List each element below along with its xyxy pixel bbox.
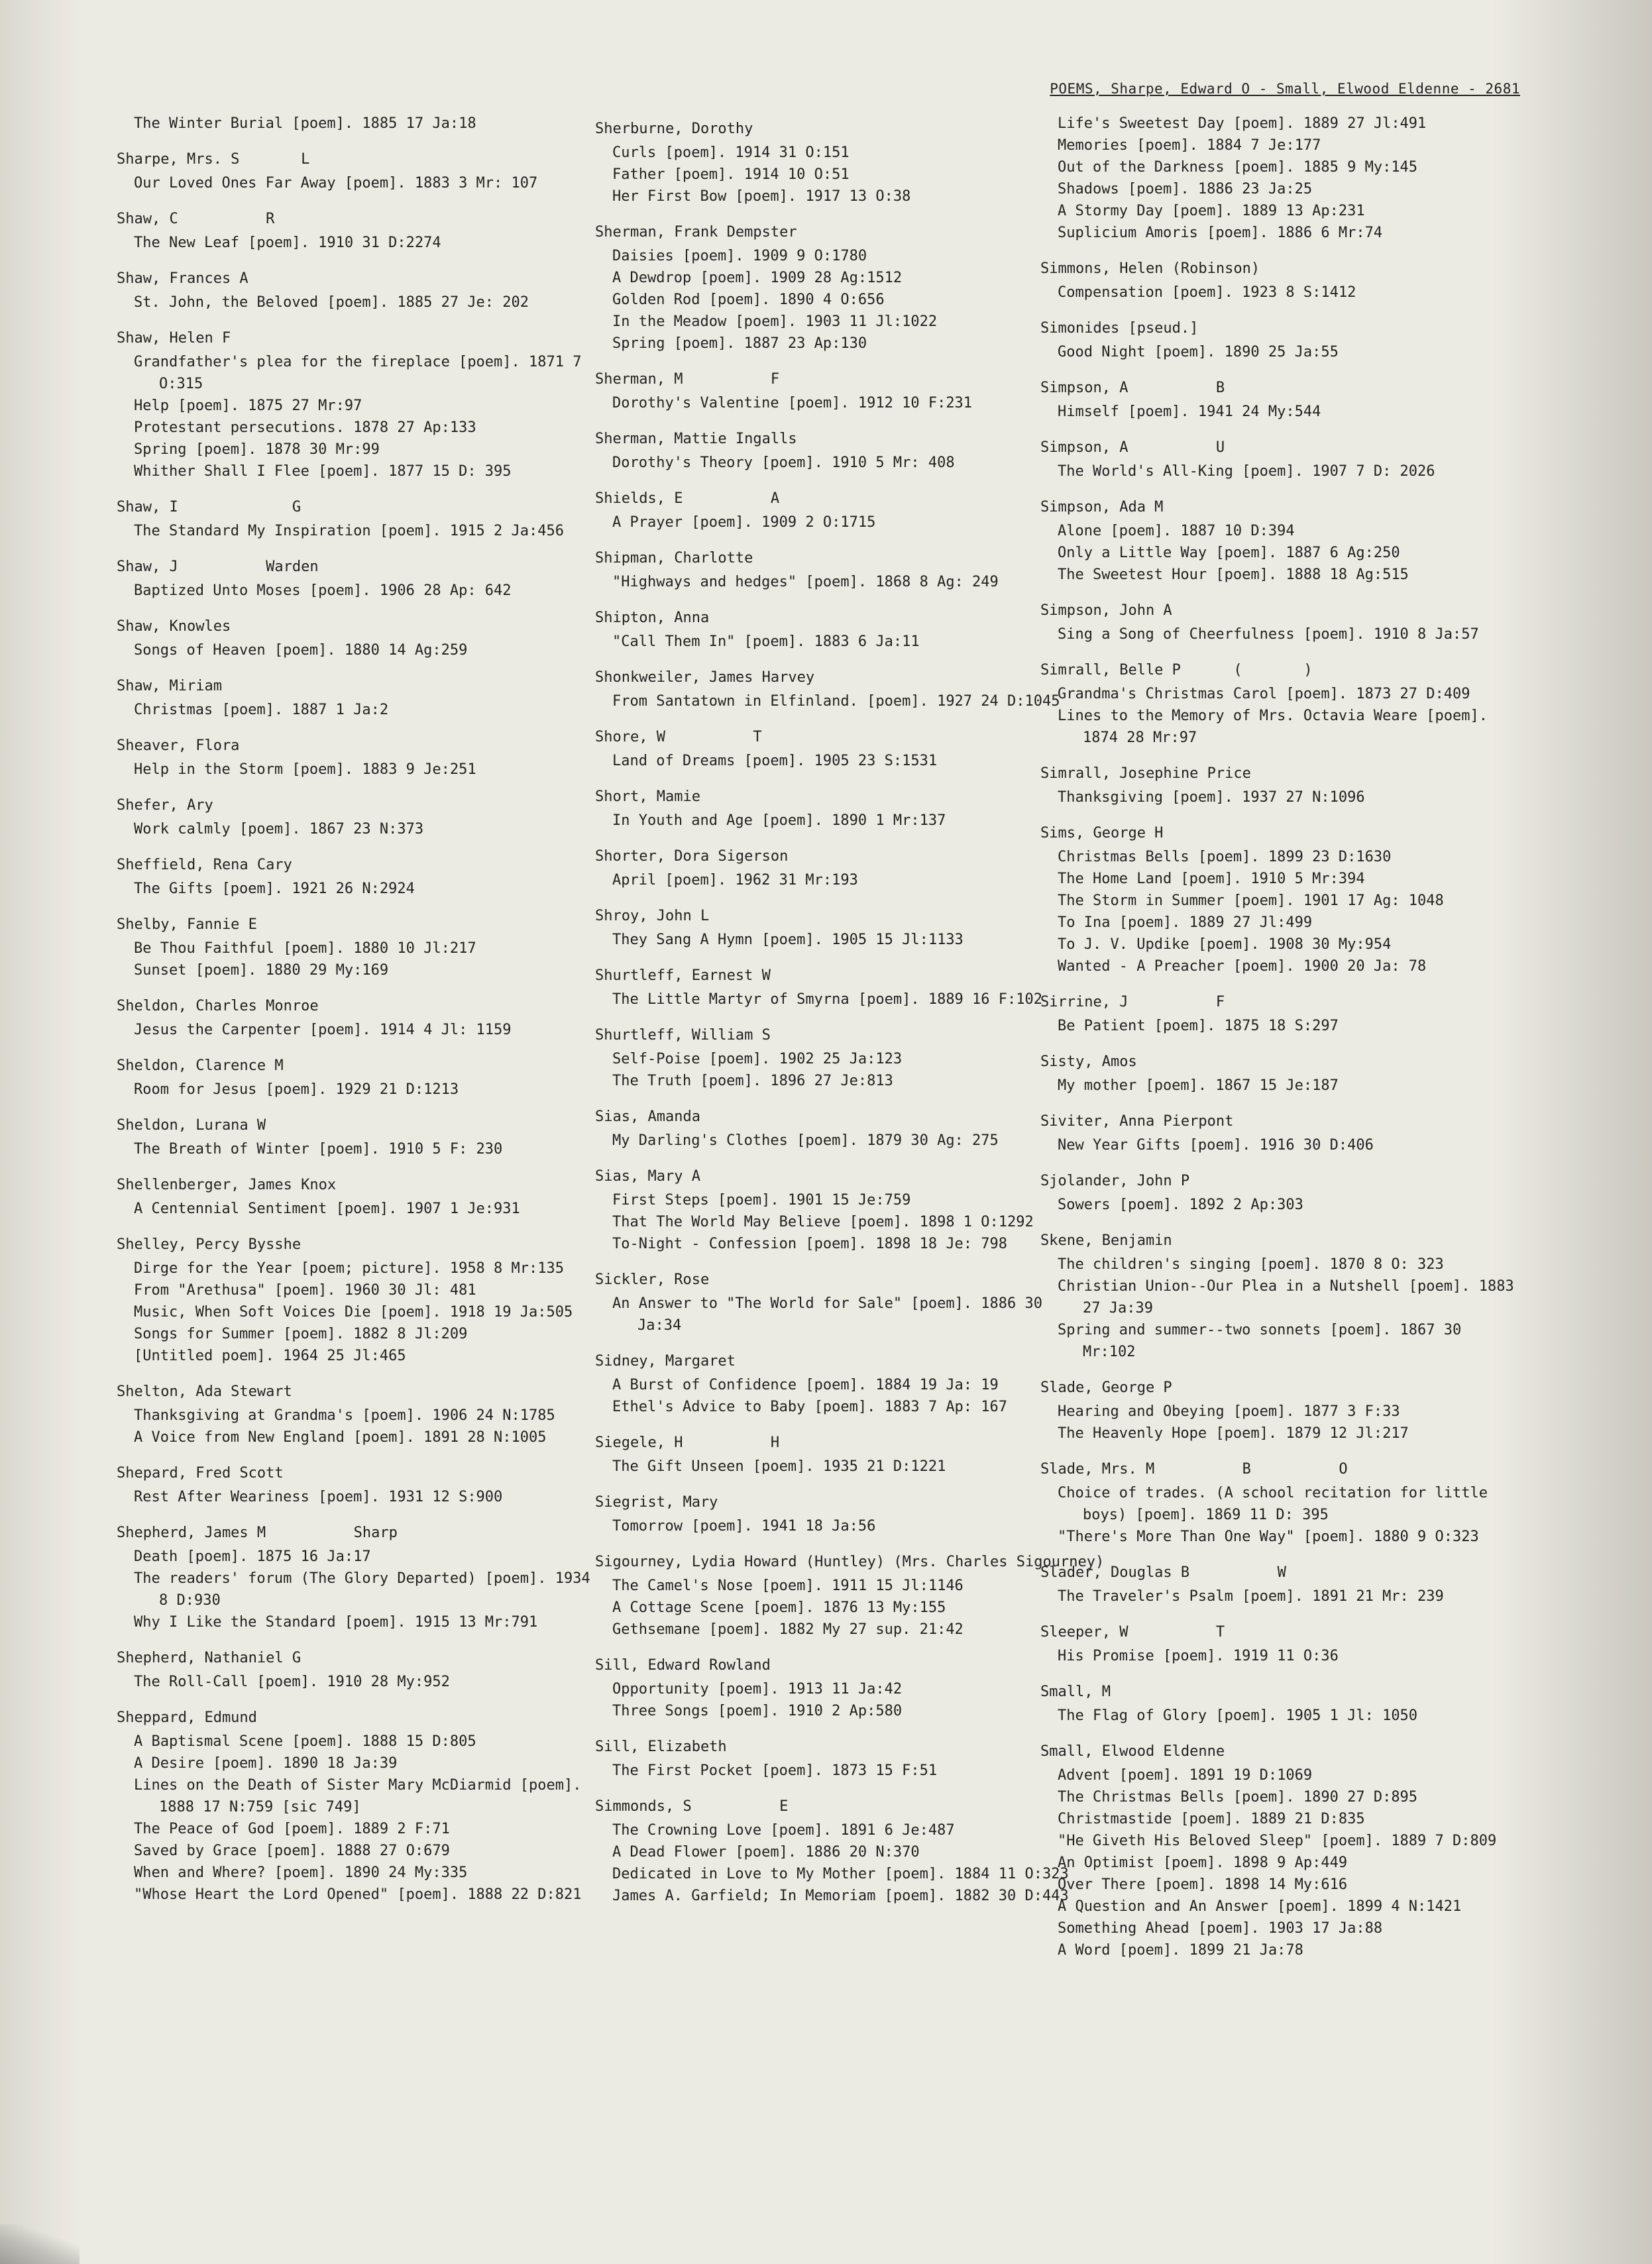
work-citation: Something Ahead [poem]. 1903 17 Ja:88 xyxy=(1058,1920,1383,1937)
index-entry xyxy=(117,1174,594,1220)
work-citation: Protestant persecutions. 1878 27 Ap:133 xyxy=(134,419,476,436)
work-citation: An Optimist [poem]. 1898 9 Ap:449 xyxy=(1058,1855,1348,1871)
index-entry xyxy=(1040,496,1517,586)
author-heading: Sharpe, Mrs. S L xyxy=(117,151,310,168)
index-entry xyxy=(1040,1741,1517,1961)
index-entry xyxy=(117,1647,594,1693)
index-entry xyxy=(595,607,1072,653)
work-citation: Whither Shall I Flee [poem]. 1877 15 D: 395 xyxy=(134,463,512,480)
index-entry xyxy=(117,794,594,840)
work-citation: Alone [poem]. 1887 10 D:394 xyxy=(1058,523,1295,539)
work-citation: To J. V. Updike [poem]. 1908 30 My:954 xyxy=(1058,936,1392,953)
author-heading: Sheffield, Rena Cary xyxy=(117,857,292,873)
author-heading: Slader, Douglas B W xyxy=(1040,1564,1286,1581)
work-citation: The Christmas Bells [poem]. 1890 27 D:895 xyxy=(1058,1789,1418,1806)
author-heading: Sheppard, Edmund xyxy=(117,1709,257,1726)
index-entry xyxy=(595,1165,1072,1255)
author-heading: Simpson, A B xyxy=(1040,380,1225,396)
index-entry xyxy=(1040,1051,1517,1097)
author-heading: Sheldon, Charles Monroe xyxy=(117,998,319,1014)
work-citation: Daisies [poem]. 1909 9 O:1780 xyxy=(612,248,867,264)
work-citation: Jesus the Carpenter [poem]. 1914 4 Jl: 1159 xyxy=(134,1022,512,1038)
work-citation: Only a Little Way [poem]. 1887 6 Ag:250 xyxy=(1058,545,1400,561)
author-heading: Simrall, Josephine Price xyxy=(1040,765,1251,782)
index-entry xyxy=(1040,1458,1517,1548)
author-heading: Shonkweiler, James Harvey xyxy=(595,669,815,686)
work-citation: Good Night [poem]. 1890 25 Ja:55 xyxy=(1058,344,1339,360)
author-heading: Simrall, Belle P ( ) xyxy=(1040,662,1313,678)
work-citation: Himself [poem]. 1941 24 My:544 xyxy=(1058,404,1321,420)
author-heading: Shaw, Knowles xyxy=(117,618,231,635)
index-entry xyxy=(595,1654,1072,1722)
work-citation: Wanted - A Preacher [poem]. 1900 20 Ja: 78 xyxy=(1058,958,1427,975)
index-entry xyxy=(117,1381,594,1448)
author-heading: Sheaver, Flora xyxy=(117,737,240,754)
index-entry xyxy=(1040,1621,1517,1667)
work-citation: James A. Garfield; In Memoriam [poem]. 1882 30 D:443 xyxy=(612,1888,1069,1904)
work-citation: Grandma's Christmas Carol [poem]. 1873 27 D:409 xyxy=(1058,686,1470,702)
author-heading: Shurtleff, William S xyxy=(595,1027,771,1044)
work-citation: The Standard My Inspiration [poem]. 1915 2 Ja:456 xyxy=(134,523,565,539)
work-citation: Tomorrow [poem]. 1941 18 Ja:56 xyxy=(612,1518,876,1535)
work-citation: New Year Gifts [poem]. 1916 30 D:406 xyxy=(1058,1137,1374,1154)
index-entry xyxy=(1040,1230,1517,1363)
work-citation: Thanksgiving [poem]. 1937 27 N:1096 xyxy=(1058,789,1365,806)
work-citation: Spring [poem]. 1878 30 Mr:99 xyxy=(134,441,380,458)
author-heading: Shore, W T xyxy=(595,729,762,745)
index-entry xyxy=(117,854,594,900)
work-citation: A Voice from New England [poem]. 1891 28 N:1005 xyxy=(134,1429,547,1446)
work-citation: That The World May Believe [poem]. 1898 1 O:1292 xyxy=(612,1214,1034,1230)
author-heading: Shaw, Frances A xyxy=(117,270,248,287)
index-entry xyxy=(117,675,594,721)
work-citation: First Steps [poem]. 1901 15 Je:759 xyxy=(612,1192,911,1209)
work-citation: "Whose Heart the Lord Opened" [poem]. 1888 22 D:821 xyxy=(134,1886,582,1903)
author-heading: Small, M xyxy=(1040,1684,1111,1700)
work-citation: The Truth [poem]. 1896 27 Je:813 xyxy=(612,1073,893,1089)
work-citation: "He Giveth His Beloved Sleep" [poem]. 1889 7 D:809 xyxy=(1058,1833,1497,1849)
author-heading: Sjolander, John P xyxy=(1040,1173,1190,1189)
work-citation: Compensation [poem]. 1923 8 S:1412 xyxy=(1058,284,1356,301)
work-citation: Christmastide [poem]. 1889 21 D:835 xyxy=(1058,1811,1365,1827)
work-citation: A Prayer [poem]. 1909 2 O:1715 xyxy=(612,514,876,531)
work-citation: Shadows [poem]. 1886 23 Ja:25 xyxy=(1058,181,1313,197)
work-citation: Rest After Weariness [poem]. 1931 12 S:900 xyxy=(134,1489,503,1505)
index-entry xyxy=(117,148,594,194)
index-entry xyxy=(117,268,594,313)
author-heading: Sidney, Margaret xyxy=(595,1353,736,1370)
work-citation: In Youth and Age [poem]. 1890 1 Mr:137 xyxy=(612,812,946,829)
author-heading: Shepherd, James M Sharp xyxy=(117,1525,398,1541)
index-entry xyxy=(117,1114,594,1160)
index-entry xyxy=(595,368,1072,414)
author-heading: Shroy, John L xyxy=(595,908,710,924)
work-citation: The Traveler's Psalm [poem]. 1891 21 Mr: 239 xyxy=(1058,1588,1444,1605)
work-citation: Hearing and Obeying [poem]. 1877 3 F:33 xyxy=(1058,1403,1400,1420)
work-citation: Saved by Grace [poem]. 1888 27 O:679 xyxy=(134,1843,450,1859)
work-citation: Grandfather's plea for the fireplace [poem]. 1871 7 O:315 xyxy=(134,354,582,392)
work-citation: A Baptismal Scene [poem]. 1888 15 D:805 xyxy=(134,1733,476,1750)
author-heading: Shaw, C R xyxy=(117,211,275,227)
author-heading: Simmonds, S E xyxy=(595,1798,789,1815)
work-citation: A Desire [poem]. 1890 18 Ja:39 xyxy=(134,1755,398,1772)
author-heading: Slade, George P xyxy=(1040,1379,1172,1396)
author-heading: Sias, Amanda xyxy=(595,1108,700,1125)
author-heading: Sherburne, Dorothy xyxy=(595,121,753,137)
work-citation: Advent [poem]. 1891 19 D:1069 xyxy=(1058,1767,1313,1784)
index-entry xyxy=(117,496,594,542)
work-citation: Out of the Darkness [poem]. 1885 9 My:145 xyxy=(1058,159,1418,176)
work-citation: An Answer to "The World for Sale" [poem]. 1886 30 Ja:34 xyxy=(612,1295,1043,1334)
author-heading: Shelton, Ada Stewart xyxy=(117,1383,292,1400)
index-entry xyxy=(595,1432,1072,1478)
index-entry xyxy=(595,786,1072,832)
index-entry xyxy=(117,327,594,482)
work-citation: Dirge for the Year [poem; picture]. 1958 8 Mr:135 xyxy=(134,1260,565,1277)
index-entry xyxy=(1040,763,1517,808)
work-citation: Ethel's Advice to Baby [poem]. 1883 7 Ap: 167 xyxy=(612,1399,1008,1415)
work-citation: The Peace of God [poem]. 1889 2 F:71 xyxy=(134,1821,450,1837)
work-citation: Her First Bow [poem]. 1917 13 O:38 xyxy=(612,188,911,205)
author-heading: Shields, E A xyxy=(595,490,780,507)
index-entry xyxy=(117,735,594,781)
work-citation: Father [poem]. 1914 10 O:51 xyxy=(612,166,850,183)
work-citation: Sunset [poem]. 1880 29 My:169 xyxy=(134,962,389,979)
author-heading: Siviter, Anna Pierpont xyxy=(1040,1113,1234,1130)
index-entry xyxy=(117,1462,594,1508)
work-citation: Christmas Bells [poem]. 1899 23 D:1630 xyxy=(1058,849,1392,865)
author-heading: Siegrist, Mary xyxy=(595,1494,718,1511)
work-citation: Dorothy's Theory [poem]. 1910 5 Mr: 408 xyxy=(612,455,955,471)
index-column-1 xyxy=(117,115,594,1919)
work-citation: Dedicated in Love to My Mother [poem]. 1884 11 O:323 xyxy=(612,1866,1069,1882)
work-citation: Suplicium Amoris [poem]. 1886 6 Mr:74 xyxy=(1058,225,1383,241)
index-entry xyxy=(117,1055,594,1101)
work-citation: My mother [poem]. 1867 15 Je:187 xyxy=(1058,1077,1339,1094)
work-citation: My Darling's Clothes [poem]. 1879 30 Ag: 275 xyxy=(612,1132,999,1149)
work-citation: The Breath of Winter [poem]. 1910 5 F: 230 xyxy=(134,1141,503,1158)
work-citation: Golden Rod [poem]. 1890 4 O:656 xyxy=(612,292,885,308)
index-entry xyxy=(1040,991,1517,1037)
work-citation: The Camel's Nose [poem]. 1911 15 Jl:1146 xyxy=(612,1578,964,1594)
work-citation: The Little Martyr of Smyrna [poem]. 1889 16 F:102 xyxy=(612,991,1043,1008)
work-citation: Be Thou Faithful [poem]. 1880 10 Jl:217 xyxy=(134,940,476,957)
index-entry xyxy=(117,208,594,254)
work-citation: The New Leaf [poem]. 1910 31 D:2274 xyxy=(134,235,441,251)
work-citation: St. John, the Beloved [poem]. 1885 27 Je: 202 xyxy=(134,294,529,311)
work-citation: The children's singing [poem]. 1870 8 O: 323 xyxy=(1058,1256,1444,1273)
author-heading: Simpson, A U xyxy=(1040,439,1225,456)
work-citation: The readers' forum (The Glory Departed) [poem]. 1934 8 D:930 xyxy=(134,1570,590,1609)
author-heading: Skene, Benjamin xyxy=(1040,1232,1172,1249)
work-citation: Land of Dreams [poem]. 1905 23 S:1531 xyxy=(612,753,938,769)
work-citation: Choice of trades. (A school recitation for little boys) [poem]. 1869 11 D: 395 xyxy=(1058,1485,1488,1523)
index-entry xyxy=(595,845,1072,891)
work-citation: April [poem]. 1962 31 Mr:193 xyxy=(612,872,858,889)
work-citation: A Burst of Confidence [poem]. 1884 19 Ja: 19 xyxy=(612,1377,999,1393)
author-heading: Sleeper, W T xyxy=(1040,1624,1225,1641)
index-entry xyxy=(595,726,1072,772)
work-citation: The Home Land [poem]. 1910 5 Mr:394 xyxy=(1058,871,1365,887)
work-citation: Why I Like the Standard [poem]. 1915 13 Mr:791 xyxy=(134,1614,538,1631)
author-heading: Shorter, Dora Sigerson xyxy=(595,848,789,865)
index-entry xyxy=(595,905,1072,951)
author-heading: Sill, Edward Rowland xyxy=(595,1657,771,1674)
work-citation: The Heavenly Hope [poem]. 1879 12 Jl:217 xyxy=(1058,1425,1409,1442)
work-citation: Songs of Heaven [poem]. 1880 14 Ag:259 xyxy=(134,642,468,659)
index-entry xyxy=(595,1024,1072,1092)
author-heading: Slade, Mrs. M B O xyxy=(1040,1461,1348,1478)
work-citation: Room for Jesus [poem]. 1929 21 D:1213 xyxy=(134,1081,459,1098)
work-citation: A Centennial Sentiment [poem]. 1907 1 Je:931 xyxy=(134,1201,520,1217)
author-heading: Sill, Elizabeth xyxy=(595,1739,727,1755)
author-heading: Shurtleff, Earnest W xyxy=(595,967,771,984)
index-column-3 xyxy=(1040,115,1517,1975)
work-citation: From "Arethusa" [poem]. 1960 30 Jl: 481 xyxy=(134,1282,476,1299)
index-entry xyxy=(1040,1681,1517,1727)
work-citation: His Promise [poem]. 1919 11 O:36 xyxy=(1058,1648,1339,1664)
index-entry xyxy=(595,1551,1105,1641)
work-citation: Opportunity [poem]. 1913 11 Ja:42 xyxy=(612,1681,903,1698)
author-heading: Sherman, Frank Dempster xyxy=(595,224,797,241)
author-heading: Shelby, Fannie E xyxy=(117,916,257,933)
index-entry xyxy=(1040,1377,1517,1444)
work-citation: A Word [poem]. 1899 21 Ja:78 xyxy=(1058,1942,1303,1959)
work-citation: Sowers [poem]. 1892 2 Ap:303 xyxy=(1058,1197,1303,1213)
work-citation: Spring and summer--two sonnets [poem]. 1867 30 Mr:102 xyxy=(1058,1322,1462,1360)
index-entry xyxy=(117,995,594,1041)
index-entry xyxy=(595,1269,1072,1336)
work-citation: Christmas [poem]. 1887 1 Ja:2 xyxy=(134,702,389,718)
index-entry xyxy=(117,616,594,661)
index-entry xyxy=(117,1522,594,1633)
author-heading: Simmons, Helen (Robinson) xyxy=(1040,260,1260,277)
author-heading: Simpson, John A xyxy=(1040,602,1172,619)
work-citation: Spring [poem]. 1887 23 Ap:130 xyxy=(612,335,867,352)
work-citation: Work calmly [poem]. 1867 23 N:373 xyxy=(134,821,424,837)
author-heading: Shaw, I G xyxy=(117,499,302,515)
work-citation: The First Pocket [poem]. 1873 15 F:51 xyxy=(612,1762,938,1779)
index-entry xyxy=(1040,437,1517,482)
work-citation: Thanksgiving at Grandma's [poem]. 1906 24 N:1785 xyxy=(134,1407,555,1424)
index-entry xyxy=(1040,822,1517,977)
work-citation: The Roll-Call [poem]. 1910 28 My:952 xyxy=(134,1674,450,1690)
work-citation: Sing a Song of Cheerfulness [poem]. 1910 8 Ja:57 xyxy=(1058,626,1479,643)
author-heading: Sigourney, Lydia Howard (Huntley) (Mrs. Charles Sigourney) xyxy=(595,1554,1105,1570)
work-citation: The Storm in Summer [poem]. 1901 17 Ag: 1048 xyxy=(1058,892,1444,909)
index-entry xyxy=(1040,1170,1517,1216)
work-citation: [Untitled poem]. 1964 25 Jl:465 xyxy=(134,1348,406,1364)
index-entry xyxy=(1040,1562,1517,1607)
index-entry xyxy=(595,428,1072,474)
index-entry xyxy=(595,667,1072,712)
work-citation: Three Songs [poem]. 1910 2 Ap:580 xyxy=(612,1703,903,1719)
index-entry xyxy=(117,1234,594,1367)
index-entry xyxy=(1040,659,1517,749)
author-heading: Shellenberger, James Knox xyxy=(117,1177,337,1193)
index-entry xyxy=(1040,113,1517,244)
index-entry xyxy=(117,1707,594,1906)
author-heading: Sheldon, Clarence M xyxy=(117,1057,284,1074)
work-citation: The World's All-King [poem]. 1907 7 D: 2026 xyxy=(1058,463,1435,480)
work-citation: In the Meadow [poem]. 1903 11 Jl:1022 xyxy=(612,313,938,330)
work-citation: When and Where? [poem]. 1890 24 My:335 xyxy=(134,1864,468,1881)
work-citation: Our Loved Ones Far Away [poem]. 1883 3 Mr: 107 xyxy=(134,175,538,191)
author-heading: Simonides [pseud.] xyxy=(1040,320,1199,337)
author-heading: Shipton, Anna xyxy=(595,610,710,626)
running-head: POEMS, Sharpe, Edward O - Small, Elwood Eldenne - 2681 xyxy=(1050,81,1520,97)
index-entry xyxy=(595,1796,1072,1907)
work-citation: "There's More Than One Way" [poem]. 1880 9 O:323 xyxy=(1058,1529,1479,1545)
work-citation: The Winter Burial [poem]. 1885 17 Ja:18 xyxy=(134,115,476,132)
work-citation: Be Patient [poem]. 1875 18 S:297 xyxy=(1058,1018,1339,1034)
work-citation: The Gifts [poem]. 1921 26 N:2924 xyxy=(134,881,415,897)
scan-artifact xyxy=(0,2224,80,2264)
author-heading: Shaw, J Warden xyxy=(117,559,319,575)
author-heading: Sims, George H xyxy=(1040,825,1164,841)
work-citation: Self-Poise [poem]. 1902 25 Ja:123 xyxy=(612,1051,903,1067)
work-citation: "Highways and hedges" [poem]. 1868 8 Ag: 249 xyxy=(612,574,999,590)
work-citation: They Sang A Hymn [poem]. 1905 15 Jl:1133 xyxy=(612,932,964,948)
author-heading: Sheldon, Lurana W xyxy=(117,1117,266,1134)
work-citation: A Cottage Scene [poem]. 1876 13 My:155 xyxy=(612,1599,946,1616)
author-heading: Shaw, Helen F xyxy=(117,330,231,347)
work-citation: Memories [poem]. 1884 7 Je:177 xyxy=(1058,137,1321,154)
index-entry xyxy=(117,556,594,602)
work-citation: Death [poem]. 1875 16 Ja:17 xyxy=(134,1548,371,1565)
author-heading: Small, Elwood Eldenne xyxy=(1040,1743,1225,1760)
work-citation: The Flag of Glory [poem]. 1905 1 Jl: 1050 xyxy=(1058,1707,1418,1724)
work-citation: Dorothy's Valentine [poem]. 1912 10 F:231 xyxy=(612,395,973,411)
work-citation: Life's Sweetest Day [poem]. 1889 27 Jl:491 xyxy=(1058,115,1427,132)
author-heading: Sias, Mary A xyxy=(595,1168,700,1185)
author-heading: Shepherd, Nathaniel G xyxy=(117,1650,302,1666)
index-entry xyxy=(595,221,1072,354)
work-citation: "Call Them In" [poem]. 1883 6 Ja:11 xyxy=(612,633,920,650)
author-heading: Shepard, Fred Scott xyxy=(117,1465,284,1482)
author-heading: Siegele, H H xyxy=(595,1434,780,1451)
index-entry xyxy=(595,488,1072,533)
index-entry xyxy=(1040,377,1517,423)
index-entry xyxy=(117,914,594,981)
work-citation: To Ina [poem]. 1889 27 Jl:499 xyxy=(1058,914,1313,931)
author-heading: Sherman, Mattie Ingalls xyxy=(595,431,797,447)
author-heading: Sickler, Rose xyxy=(595,1271,710,1288)
index-entry xyxy=(595,1350,1072,1418)
index-entry xyxy=(595,1106,1072,1152)
work-citation: Baptized Unto Moses [poem]. 1906 28 Ap: 642 xyxy=(134,582,512,599)
author-heading: Sherman, M F xyxy=(595,371,780,388)
author-heading: Short, Mamie xyxy=(595,788,700,805)
work-citation: The Crowning Love [poem]. 1891 6 Je:487 xyxy=(612,1822,955,1839)
index-entry xyxy=(595,547,1072,593)
work-citation: To-Night - Confession [poem]. 1898 18 Je: 798 xyxy=(612,1236,1008,1252)
index-entry xyxy=(595,965,1072,1010)
author-heading: Sirrine, J F xyxy=(1040,994,1225,1010)
work-citation: Gethsemane [poem]. 1882 My 27 sup. 21:42 xyxy=(612,1621,964,1638)
index-entry xyxy=(595,1491,1072,1537)
work-citation: A Question and An Answer [poem]. 1899 4 N:1421 xyxy=(1058,1898,1462,1915)
index-entry xyxy=(595,118,1072,207)
author-heading: Shefer, Ary xyxy=(117,797,213,814)
work-citation: The Sweetest Hour [poem]. 1888 18 Ag:515 xyxy=(1058,566,1409,583)
work-citation: Help in the Storm [poem]. 1883 9 Je:251 xyxy=(134,761,476,778)
work-citation: Lines on the Death of Sister Mary McDiarmid [poem]. 1888 17 N:759 [sic 749] xyxy=(134,1777,582,1815)
work-citation: Over There [poem]. 1898 14 My:616 xyxy=(1058,1876,1348,1893)
author-heading: Shaw, Miriam xyxy=(117,678,222,694)
work-citation: A Dewdrop [poem]. 1909 28 Ag:1512 xyxy=(612,270,903,286)
work-citation: Help [poem]. 1875 27 Mr:97 xyxy=(134,398,362,414)
work-citation: The Gift Unseen [poem]. 1935 21 D:1221 xyxy=(612,1458,946,1475)
work-citation: A Stormy Day [poem]. 1889 13 Ap:231 xyxy=(1058,203,1365,219)
index-entry xyxy=(1040,258,1517,303)
work-citation: Music, When Soft Voices Die [poem]. 1918 19 Ja:505 xyxy=(134,1304,573,1321)
work-citation: From Santatown in Elfinland. [poem]. 1927 24 D:1045 xyxy=(612,693,1060,710)
index-entry xyxy=(1040,317,1517,363)
index-entry xyxy=(117,113,594,135)
author-heading: Simpson, Ada M xyxy=(1040,499,1164,515)
index-entry xyxy=(1040,1110,1517,1156)
work-citation: Curls [poem]. 1914 31 O:151 xyxy=(612,144,850,161)
author-heading: Shelley, Percy Bysshe xyxy=(117,1236,302,1253)
author-heading: Shipman, Charlotte xyxy=(595,550,753,566)
work-citation: A Dead Flower [poem]. 1886 20 N:370 xyxy=(612,1844,920,1860)
author-heading: Sisty, Amos xyxy=(1040,1053,1137,1070)
index-entry xyxy=(1040,600,1517,645)
work-citation: Lines to the Memory of Mrs. Octavia Weare [poem]. 1874 28 Mr:97 xyxy=(1058,708,1488,746)
work-citation: Songs for Summer [poem]. 1882 8 Jl:209 xyxy=(134,1326,468,1342)
work-citation: Christian Union--Our Plea in a Nutshell [poem]. 1883 27 Ja:39 xyxy=(1058,1278,1514,1317)
index-entry xyxy=(595,1736,1072,1782)
